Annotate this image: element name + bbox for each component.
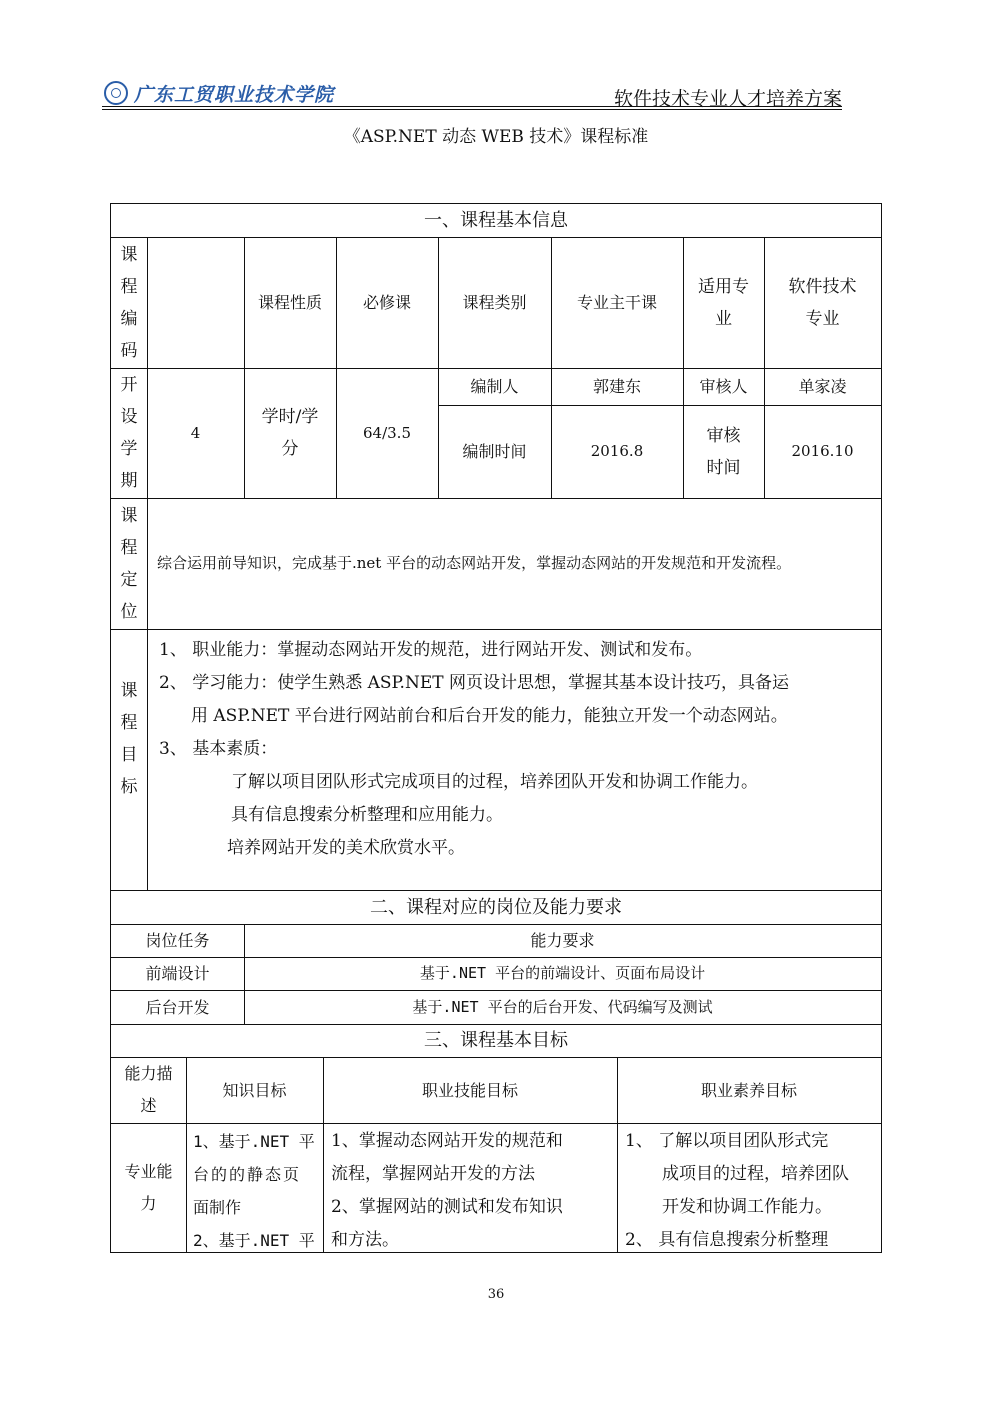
college-seal-icon	[104, 81, 128, 105]
course-goal-label: 课 程 目 标	[120, 681, 138, 797]
author-value: 郭建东	[592, 377, 641, 396]
ability-requirement-cell: 基于.NET 平台的后台开发、代码编写及测试	[412, 997, 713, 1016]
reviewer-label: 审核人	[699, 377, 748, 396]
skill-goal-text: 1、掌握动态网站开发的规范和 流程，掌握网站开发的方法 2、掌握网站的测试和发布知识 和方法。	[331, 1131, 563, 1250]
goal-line: 具有信息搜索分析整理和应用能力。	[231, 805, 503, 825]
course-type-label: 课程类别	[462, 293, 527, 312]
header-rule	[102, 106, 842, 107]
quality-goal-text: 1、 了解以项目团队形式完 成项目的过程，培养团队 开发和协调工作能力。 2、 具有信息搜索分析整理	[625, 1131, 849, 1250]
document-title: 《ASP.NET 动态 WEB 技术》课程标准	[343, 127, 649, 147]
review-date-value: 2016.10	[791, 442, 854, 460]
position-task-cell: 前端设计	[145, 964, 210, 983]
knowledge-goal-text: 1、基于.NET 平 台的的静态页 面制作 2、基于.NET 平	[193, 1132, 315, 1250]
page-number: 36	[487, 1287, 505, 1302]
goal-line: 1、 职业能力：掌握动态网站开发的规范，进行网站开发、测试和发布。	[159, 640, 703, 660]
position-task-header: 岗位任务	[145, 931, 210, 950]
section1-title: 一、课程基本信息	[424, 210, 568, 231]
skill-goal-header: 职业技能目标	[421, 1080, 518, 1100]
course-type-value: 专业主干课	[576, 293, 657, 312]
knowledge-goal-header: 知识目标	[222, 1080, 287, 1100]
row-line	[111, 629, 881, 630]
course-nature-label: 课程性质	[257, 293, 322, 312]
header-rule-thin	[102, 109, 842, 110]
college-logo	[104, 76, 334, 110]
hours-credits-label: 学时/学 分	[261, 407, 319, 459]
hours-credits-value: 64/3.5	[363, 423, 411, 442]
applicable-major-value: 软件技术 专业	[788, 276, 857, 329]
ability-desc-header: 能力描 述	[124, 1064, 173, 1115]
reviewer-value: 单家凌	[798, 377, 847, 396]
term-label: 开 设 学 期	[120, 375, 138, 491]
ability-requirement-header: 能力要求	[530, 931, 595, 950]
ability-requirement-cell: 基于.NET 平台的前端设计、页面布局设计	[419, 964, 706, 982]
section3-title: 三、课程基本目标	[424, 1030, 568, 1051]
review-date-label: 审核 时间	[706, 425, 741, 478]
course-position-label: 课 程 定 位	[120, 505, 138, 622]
date-value: 2016.8	[590, 442, 644, 460]
course-standard-table	[110, 203, 882, 1253]
row-line	[111, 1123, 881, 1124]
professional-ability-label: 专业能 力	[124, 1162, 173, 1213]
course-goal-text	[159, 634, 883, 865]
goal-line: 2、 学习能力：使学生熟悉 ASP.NET 网页设计思想，掌握其基本设计技巧，具备运	[159, 673, 789, 693]
goal-line: 培养网站开发的美术欣赏水平。	[227, 838, 465, 858]
college-name: 广东工贸职业技术学院	[134, 83, 335, 106]
applicable-major-label: 适用专 业	[698, 276, 749, 329]
goal-line: 了解以项目团队形式完成项目的过程，培养团队开发和协调工作能力。	[231, 772, 758, 792]
course-nature-value: 必修课	[362, 293, 411, 312]
course-position-text: 综合运用前导知识，完成基于.net 平台的动态网站开发，掌握动态网站的开发规范和开发流程。	[157, 554, 792, 572]
goal-line: 用 ASP.NET 平台进行网站前台和后台开发的能力，能独立开发一个动态网站。	[191, 706, 788, 726]
course-code-value	[147, 237, 244, 368]
quality-goal-header: 职业素养目标	[700, 1080, 797, 1100]
section2-title: 二、课程对应的岗位及能力要求	[370, 896, 622, 918]
date-label: 编制时间	[462, 442, 527, 461]
goal-line: 3、 基本素质：	[159, 739, 278, 759]
course-code-label: 课 程 编 码	[120, 244, 138, 361]
position-task-cell: 后台开发	[145, 997, 210, 1017]
program-title: 软件技术专业人才培养方案	[613, 88, 842, 110]
author-label: 编制人	[470, 377, 519, 396]
term-value: 4	[190, 423, 201, 442]
